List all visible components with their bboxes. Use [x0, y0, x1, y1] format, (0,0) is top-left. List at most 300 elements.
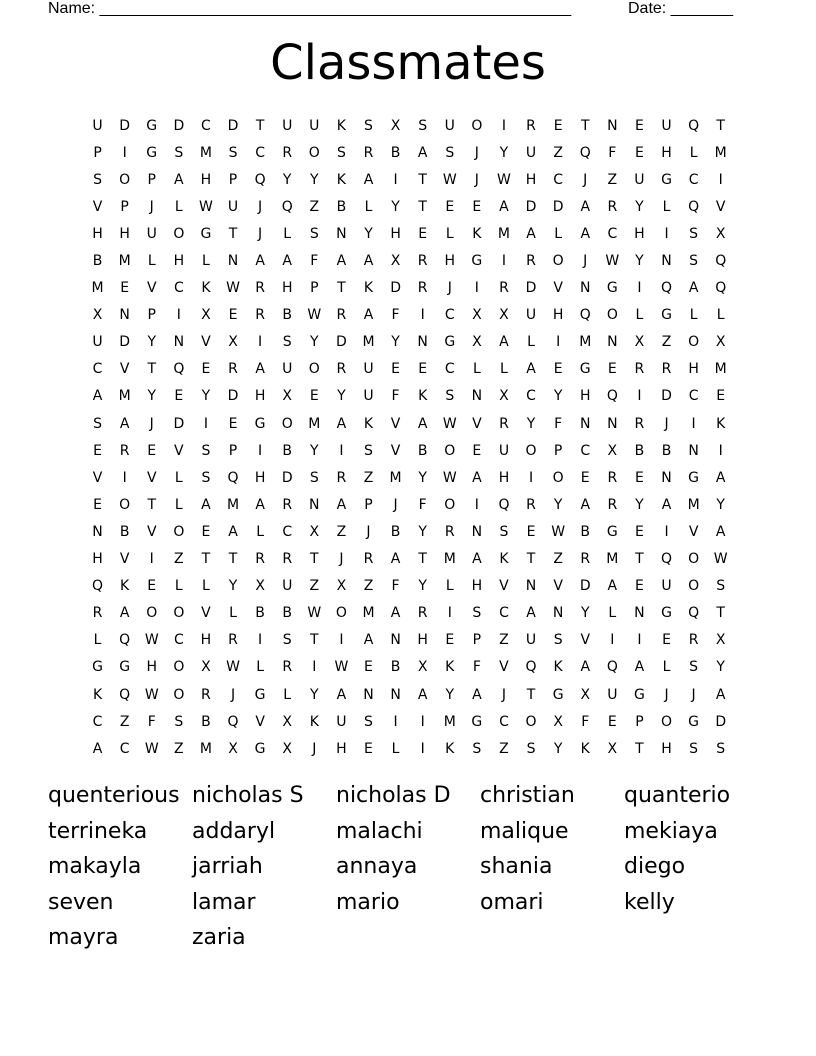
grid-letter: O — [173, 225, 185, 242]
grid-letter: L — [174, 496, 183, 513]
grid-letter: E — [228, 415, 238, 432]
grid-letter: V — [553, 280, 563, 297]
grid-letter: Q — [606, 388, 618, 405]
grid-letter: T — [716, 117, 725, 134]
word-list-item: quanterio — [624, 783, 731, 808]
grid-letter: P — [228, 442, 238, 459]
grid-letter: A — [417, 144, 428, 161]
grid-letter: G — [661, 171, 672, 188]
grid-letter: T — [310, 551, 319, 568]
grid-letter: R — [336, 307, 347, 324]
grid-letter: Y — [310, 171, 319, 188]
word-list-item: jarriah — [192, 854, 263, 880]
word-list-item: zaria — [192, 925, 246, 951]
word-list-item: quenterious — [48, 783, 180, 808]
grid-letter: Y — [553, 740, 563, 757]
grid-letter: E — [472, 198, 482, 215]
grid-letter: J — [393, 496, 398, 513]
grid-letter: R — [417, 280, 428, 297]
grid-letter: Z — [607, 171, 618, 188]
grid-letter: T — [635, 551, 644, 568]
grid-letter: V — [92, 198, 103, 215]
grid-letter: P — [120, 198, 129, 215]
grid-letter: H — [92, 225, 103, 242]
grid-letter: O — [525, 713, 537, 730]
grid-letter: J — [149, 415, 154, 432]
grid-letter: Y — [282, 171, 292, 188]
grid-letter: G — [119, 659, 131, 676]
grid-letter: V — [499, 578, 509, 595]
grid-letter: M — [687, 496, 700, 513]
grid-letter: V — [201, 334, 211, 351]
grid-letter: H — [119, 225, 130, 242]
grid-letter: K — [336, 171, 346, 188]
grid-letter: Z — [661, 334, 672, 351]
grid-letter: B — [282, 442, 292, 459]
grid-letter: Y — [147, 334, 157, 351]
grid-letter: A — [174, 171, 184, 188]
grid-letter: E — [93, 442, 102, 459]
grid-letter: Z — [174, 740, 184, 757]
grid-letter: X — [201, 307, 211, 324]
grid-letter: L — [608, 605, 617, 622]
grid-letter: K — [363, 280, 374, 297]
grid-letter: E — [634, 469, 644, 486]
grid-letter: Y — [553, 388, 563, 405]
grid-letter: U — [146, 225, 157, 242]
grid-letter: Q — [525, 659, 537, 676]
grid-letter: Q — [579, 144, 591, 161]
grid-letter: Q — [281, 198, 293, 215]
word-list-item: diego — [624, 854, 686, 880]
name-field-label: Name: _____________________________________________________ — [48, 0, 572, 17]
grid-letter: F — [310, 253, 319, 270]
grid-letter: T — [418, 198, 427, 215]
grid-letter: E — [634, 117, 644, 134]
grid-letter: H — [498, 469, 510, 486]
grid-letter: O — [119, 171, 131, 188]
grid-letter: W — [551, 523, 566, 540]
grid-letter: R — [634, 415, 645, 432]
grid-letter: V — [472, 415, 482, 432]
grid-letter: L — [283, 225, 292, 242]
grid-letter: C — [499, 713, 509, 730]
grid-letter: Y — [418, 523, 427, 540]
grid-letter: Y — [635, 253, 644, 270]
grid-letter: A — [634, 659, 645, 676]
grid-letter: F — [554, 415, 563, 432]
grid-letter: A — [119, 605, 130, 622]
grid-letter: O — [119, 496, 131, 513]
grid-letter: V — [146, 469, 157, 486]
grid-letter: T — [418, 551, 427, 568]
grid-letter: G — [471, 713, 483, 730]
grid-letter: X — [499, 307, 509, 324]
grid-letter: K — [309, 713, 319, 730]
grid-letter: V — [201, 605, 211, 622]
word-search-grid — [84, 112, 734, 762]
grid-letter: D — [715, 713, 727, 730]
grid-letter: O — [606, 307, 618, 324]
grid-letter: H — [390, 225, 401, 242]
grid-letter: X — [607, 442, 618, 459]
grid-letter: S — [309, 225, 319, 242]
grid-letter: E — [93, 496, 102, 513]
grid-letter: L — [93, 632, 102, 649]
grid-letter: A — [255, 496, 265, 513]
grid-letter: U — [634, 171, 645, 188]
grid-letter: U — [498, 442, 510, 459]
grid-letter: Q — [119, 686, 131, 703]
word-list-item: malique — [480, 818, 569, 844]
grid-letter: N — [661, 253, 672, 270]
grid-letter: E — [418, 361, 428, 378]
grid-letter: E — [662, 632, 671, 649]
grid-letter: B — [580, 523, 591, 540]
grid-letter: R — [201, 686, 211, 703]
grid-letter: A — [363, 307, 374, 324]
grid-letter: B — [119, 523, 130, 540]
grid-letter: E — [364, 659, 373, 676]
grid-letter: M — [714, 144, 727, 161]
grid-letter: E — [147, 578, 157, 595]
grid-letter: N — [309, 496, 320, 513]
grid-letter: A — [580, 225, 591, 242]
grid-letter: K — [716, 415, 726, 432]
grid-letter: T — [228, 551, 238, 568]
grid-letter: S — [553, 632, 563, 649]
grid-letter: W — [226, 659, 240, 676]
grid-letter: G — [254, 686, 266, 703]
grid-letter: N — [417, 334, 428, 351]
grid-letter: Q — [227, 713, 239, 730]
grid-letter: S — [201, 442, 211, 459]
grid-letter: E — [445, 198, 455, 215]
grid-letter: X — [499, 388, 509, 405]
grid-letter: A — [472, 686, 482, 703]
grid-letter: Z — [499, 632, 509, 649]
grid-letter: X — [282, 740, 292, 757]
grid-letter: C — [688, 388, 699, 405]
grid-letter: M — [579, 334, 592, 351]
grid-letter: V — [580, 632, 591, 649]
grid-letter: I — [637, 388, 642, 405]
grid-letter: A — [661, 496, 672, 513]
grid-letter: Q — [715, 280, 727, 297]
grid-letter: U — [444, 117, 455, 134]
grid-letter: C — [282, 523, 293, 540]
grid-letter: O — [552, 469, 564, 486]
grid-letter: X — [390, 253, 401, 270]
grid-letter: P — [472, 632, 482, 649]
grid-letter: O — [335, 605, 347, 622]
word-list-item: mario — [336, 889, 400, 915]
word-list-item: shania — [480, 854, 553, 880]
grid-letter: O — [688, 578, 700, 595]
grid-letter: A — [499, 334, 509, 351]
grid-letter: A — [201, 496, 211, 513]
grid-letter: J — [474, 171, 479, 188]
grid-letter: M — [497, 225, 510, 242]
grid-letter: J — [664, 686, 669, 703]
grid-letter: V — [119, 551, 130, 568]
word-list-item: lamar — [192, 889, 256, 915]
grid-letter: S — [472, 740, 482, 757]
grid-letter: O — [525, 442, 537, 459]
grid-letter: E — [391, 361, 400, 378]
grid-letter: I — [312, 659, 317, 676]
grid-letter: Y — [201, 388, 211, 405]
grid-letter: B — [390, 523, 401, 540]
grid-letter: P — [228, 171, 238, 188]
word-list-item: addaryl — [192, 818, 276, 844]
grid-letter: H — [471, 578, 483, 595]
grid-letter: X — [282, 388, 292, 405]
grid-letter: X — [282, 713, 292, 730]
grid-letter: N — [119, 307, 130, 324]
grid-letter: H — [200, 632, 212, 649]
grid-letter: L — [283, 686, 292, 703]
grid-letter: V — [146, 280, 157, 297]
grid-letter: P — [93, 144, 102, 161]
grid-letter: M — [91, 280, 104, 297]
grid-letter: J — [583, 253, 588, 270]
grid-letter: W — [307, 605, 322, 622]
grid-letter: I — [637, 280, 642, 297]
grid-letter: O — [281, 415, 293, 432]
word-list-item: nicholas D — [336, 783, 451, 808]
grid-letter: L — [689, 144, 698, 161]
grid-letter: A — [526, 225, 536, 242]
grid-letter: O — [444, 496, 456, 513]
grid-letter: W — [144, 632, 159, 649]
grid-letter: O — [173, 686, 185, 703]
grid-letter: S — [445, 144, 455, 161]
grid-letter: M — [226, 496, 240, 513]
grid-letter: Q — [606, 659, 618, 676]
grid-letter: C — [580, 442, 591, 459]
grid-letter: S — [445, 388, 455, 405]
grid-letter: E — [526, 523, 536, 540]
grid-letter: W — [144, 740, 159, 757]
grid-letter: S — [228, 144, 238, 161]
grid-letter: V — [255, 713, 265, 730]
grid-letter: I — [258, 442, 263, 459]
grid-letter: I — [420, 307, 425, 324]
grid-letter: N — [525, 578, 537, 595]
grid-letter: S — [499, 523, 509, 540]
grid-letter: I — [339, 632, 344, 649]
grid-letter: S — [364, 117, 373, 134]
grid-letter: N — [688, 442, 699, 459]
grid-letter: X — [390, 117, 401, 134]
grid-letter: H — [579, 388, 591, 405]
grid-letter: Q — [119, 632, 131, 649]
grid-letter: O — [308, 361, 320, 378]
grid-letter: U — [363, 361, 374, 378]
grid-letter: I — [393, 171, 398, 188]
grid-letter: D — [390, 280, 401, 297]
date-field-label: Date: _______ — [628, 0, 733, 17]
grid-letter: Z — [553, 551, 563, 568]
grid-letter: M — [362, 605, 375, 622]
grid-letter: C — [201, 117, 211, 134]
grid-letter: V — [174, 442, 184, 459]
grid-letter: A — [282, 253, 292, 270]
grid-letter: W — [144, 686, 159, 703]
grid-letter: I — [447, 605, 452, 622]
grid-letter: M — [606, 551, 619, 568]
grid-letter: A — [715, 469, 726, 486]
grid-letter: D — [336, 334, 347, 351]
grid-letter: A — [255, 253, 265, 270]
grid-letter: Z — [363, 578, 374, 595]
grid-letter: W — [442, 171, 457, 188]
grid-letter: H — [661, 740, 672, 757]
grid-letter: L — [500, 361, 508, 378]
grid-letter: C — [688, 171, 699, 188]
grid-letter: Q — [688, 605, 700, 622]
grid-letter: Y — [310, 686, 319, 703]
grid-letter: U — [227, 198, 239, 215]
grid-letter: N — [634, 605, 645, 622]
grid-letter: L — [256, 523, 265, 540]
grid-letter: T — [716, 605, 725, 622]
grid-letter: S — [716, 578, 726, 595]
grid-letter: L — [174, 578, 183, 595]
grid-letter: A — [499, 198, 509, 215]
grid-letter: E — [201, 361, 211, 378]
grid-letter: Q — [661, 280, 673, 297]
grid-letter: Q — [92, 578, 104, 595]
grid-letter: M — [443, 713, 456, 730]
grid-letter: H — [146, 659, 157, 676]
grid-letter: P — [364, 496, 373, 513]
grid-letter: I — [176, 307, 181, 324]
word-list-item: annaya — [336, 854, 418, 880]
grid-letter: R — [417, 605, 428, 622]
grid-letter: I — [528, 469, 534, 486]
grid-letter: W — [605, 253, 620, 270]
grid-letter: X — [417, 659, 428, 676]
grid-letter: O — [444, 442, 456, 459]
grid-letter: O — [173, 659, 185, 676]
grid-letter: U — [92, 334, 103, 351]
grid-letter: X — [607, 740, 618, 757]
grid-letter: J — [447, 280, 452, 297]
grid-letter: N — [471, 388, 483, 405]
grid-letter: L — [472, 361, 481, 378]
grid-letter: L — [662, 198, 671, 215]
word-list-item: mayra — [48, 925, 119, 951]
grid-letter: L — [174, 198, 183, 215]
grid-letter: H — [254, 388, 266, 405]
grid-letter: A — [417, 415, 428, 432]
grid-letter: N — [390, 686, 401, 703]
grid-letter: U — [525, 144, 537, 161]
grid-letter: L — [527, 334, 535, 351]
grid-letter: B — [417, 442, 428, 459]
grid-letter: E — [607, 713, 617, 730]
grid-letter: S — [309, 469, 319, 486]
grid-letter: B — [390, 659, 401, 676]
grid-letter: L — [147, 253, 156, 270]
grid-letter: R — [607, 198, 618, 215]
grid-letter: N — [390, 632, 401, 649]
grid-letter: A — [336, 253, 347, 270]
grid-letter: V — [499, 659, 509, 676]
grid-letter: S — [716, 740, 726, 757]
grid-letter: K — [445, 659, 455, 676]
grid-letter: I — [691, 415, 696, 432]
grid-letter: Y — [418, 578, 427, 595]
grid-letter: L — [445, 225, 454, 242]
grid-letter: Q — [688, 198, 700, 215]
grid-letter: J — [258, 198, 263, 215]
grid-letter: I — [339, 442, 344, 459]
grid-letter: K — [363, 415, 374, 432]
grid-letter: S — [201, 469, 211, 486]
grid-letter: N — [552, 605, 564, 622]
grid-letter: Y — [391, 334, 400, 351]
grid-letter: C — [526, 388, 536, 405]
grid-letter: M — [714, 361, 727, 378]
grid-letter: C — [173, 280, 184, 297]
grid-letter: F — [147, 713, 156, 730]
page-title: Classmates — [270, 35, 546, 91]
grid-letter: X — [472, 307, 482, 324]
grid-letter: I — [501, 117, 507, 134]
grid-letter: G — [552, 686, 564, 703]
grid-letter: R — [634, 361, 645, 378]
grid-letter: R — [607, 469, 618, 486]
grid-letter: U — [282, 117, 293, 134]
word-list-item: malachi — [336, 818, 423, 844]
grid-letter: S — [689, 225, 699, 242]
grid-letter: E — [634, 144, 644, 161]
grid-letter: M — [308, 415, 321, 432]
grid-letter: A — [336, 415, 347, 432]
grid-letter: V — [390, 415, 401, 432]
grid-letter: Q — [227, 469, 239, 486]
grid-letter: V — [92, 469, 103, 486]
grid-letter: H — [552, 307, 564, 324]
grid-letter: N — [336, 225, 347, 242]
grid-letter: F — [391, 578, 400, 595]
grid-letter: Q — [715, 253, 727, 270]
grid-letter: S — [364, 442, 373, 459]
grid-letter: C — [119, 740, 130, 757]
grid-letter: A — [526, 361, 536, 378]
grid-letter: L — [716, 307, 725, 324]
grid-letter: X — [92, 307, 103, 324]
grid-letter: R — [499, 415, 509, 432]
grid-letter: R — [255, 280, 265, 297]
word-list-item: mekiaya — [624, 818, 718, 844]
grid-letter: I — [718, 442, 723, 459]
grid-letter: F — [391, 307, 400, 324]
grid-letter: R — [526, 117, 536, 134]
grid-letter: T — [310, 632, 319, 649]
grid-letter: U — [661, 578, 672, 595]
grid-letter: T — [201, 551, 211, 568]
grid-letter: X — [580, 686, 591, 703]
grid-letter: R — [282, 551, 293, 568]
grid-letter: O — [688, 334, 700, 351]
grid-letter: H — [688, 361, 699, 378]
grid-letter: Z — [174, 551, 184, 568]
grid-letter: Y — [445, 686, 455, 703]
